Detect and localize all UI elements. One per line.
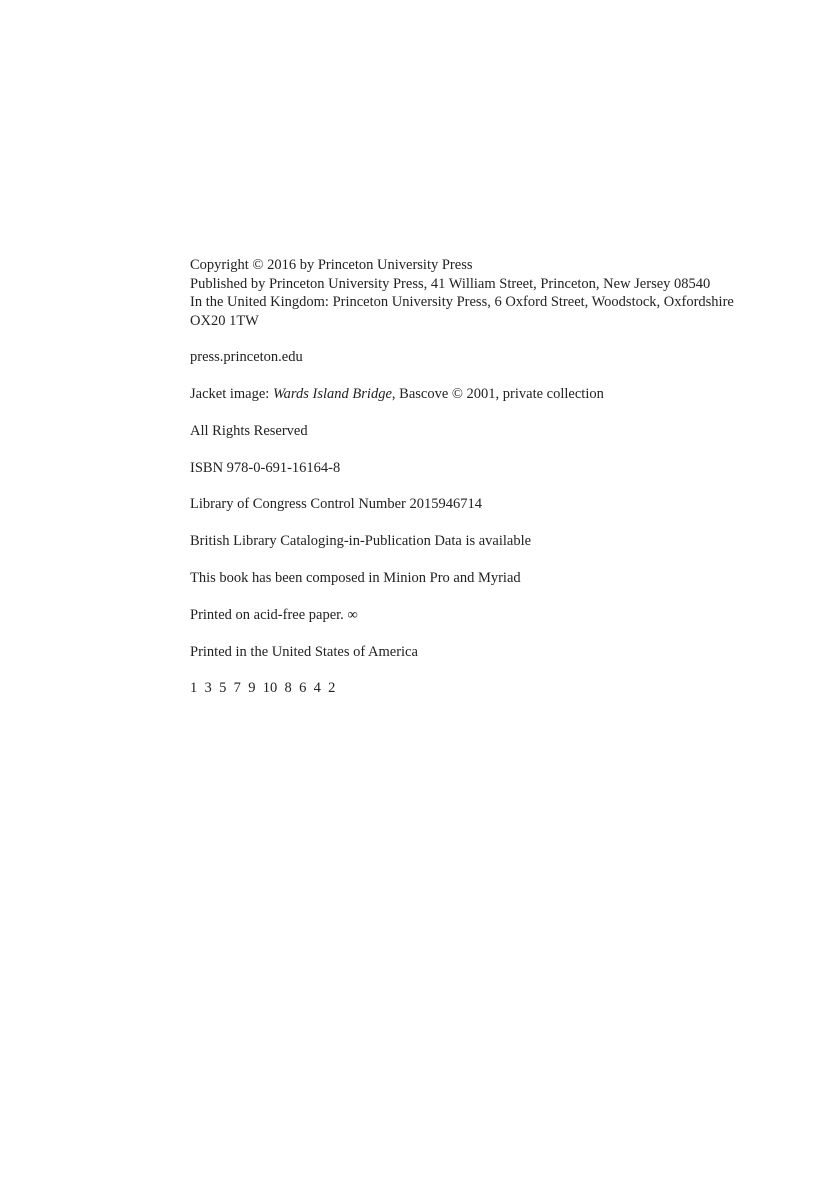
printer-key-number: 3: [204, 680, 212, 697]
jacket-credit-prefix: Jacket image:: [190, 386, 273, 403]
printer-key-number: 5: [219, 680, 227, 697]
jacket-credit-suffix: , Bascove © 2001, private collection: [391, 386, 604, 403]
uk-address-line: In the United Kingdom: Princeton University Press, 6 Oxford Street, Woodstock, Oxfordshire: [190, 294, 734, 310]
jacket-credit: [190, 385, 770, 404]
country-of-printing: Printed in the United States of America: [190, 643, 418, 660]
publisher-info: [190, 256, 770, 330]
printer-key-number: 7: [233, 680, 241, 697]
rights-statement: All Rights Reserved: [190, 422, 308, 439]
typeface-note: This book has been composed in Minion Pro and Myriad: [190, 570, 521, 587]
paper-note: Printed on acid-free paper. ∞: [190, 606, 358, 623]
printer-key-number: 6: [299, 680, 307, 697]
copyright-line: Copyright © 2016 by Princeton University Press: [190, 257, 473, 273]
jacket-artwork-title: Wards Island Bridge: [272, 386, 392, 403]
printer-key-number: 4: [313, 680, 321, 697]
printer-key-number: 2: [328, 680, 336, 697]
copyright-block: [190, 256, 770, 716]
printer-key-number: 8: [284, 680, 292, 697]
uk-postcode-line: OX20 1TW: [190, 312, 259, 329]
printer-key-number: 10: [262, 680, 278, 697]
printer-key-number: 1: [190, 680, 198, 697]
printer-key-number: 9: [248, 680, 256, 697]
printer-key: [190, 679, 770, 698]
publisher-website: press.princeton.edu: [190, 349, 303, 366]
publisher-address-line: Published by Princeton University Press, 41 William Street, Princeton, New Jersey 08540: [190, 275, 711, 292]
loc-control-number: Library of Congress Control Number 2015946714: [190, 496, 482, 513]
isbn: ISBN 978-0-691-16164-8: [190, 459, 341, 476]
british-library-note: British Library Cataloging-in-Publication Data is available: [190, 533, 532, 550]
